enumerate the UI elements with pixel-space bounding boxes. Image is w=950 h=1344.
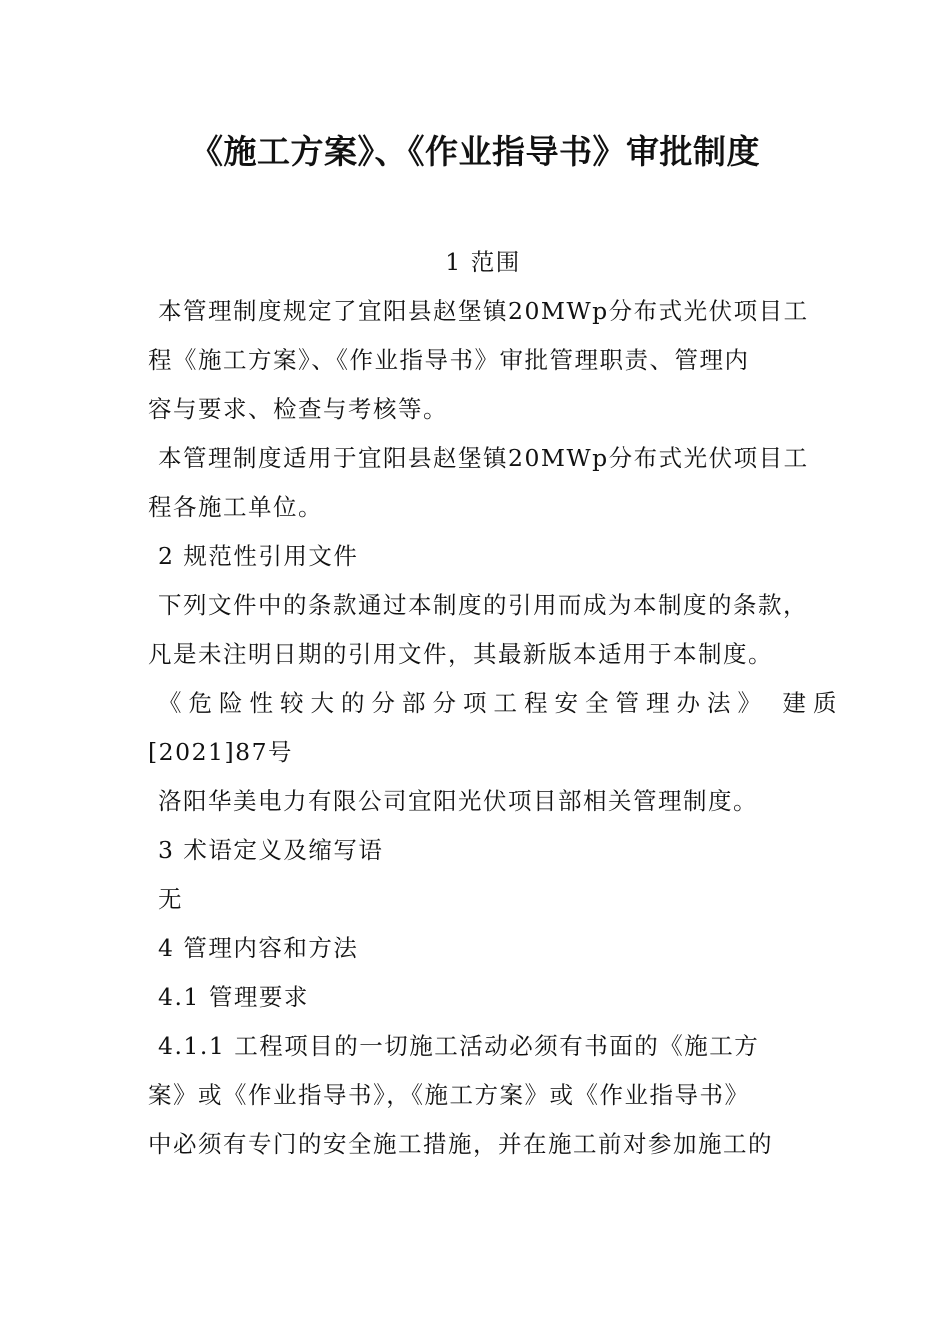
section-heading-scope: 1 范围 xyxy=(445,248,521,276)
paragraph-line: 无 xyxy=(158,885,183,913)
paragraph-line: 程各施工单位。 xyxy=(148,493,323,521)
paragraph-line: 下列文件中的条款通过本制度的引用而成为本制度的条款， xyxy=(158,591,808,619)
reference-item-cont: [2021]87号 xyxy=(148,738,294,766)
document-title: 《施工方案》、《作业指导书》审批制度 xyxy=(190,132,760,171)
paragraph-line: 4.1.1 工程项目的一切施工活动必须有书面的《施工方 xyxy=(158,1032,760,1060)
section-heading-references: 2 规范性引用文件 xyxy=(158,542,359,570)
reference-item: 《危险性较大的分部分项工程安全管理办法》 建质 xyxy=(158,689,838,717)
section-heading-terms: 3 术语定义及缩写语 xyxy=(158,836,384,864)
paragraph-line: 容与要求、检查与考核等。 xyxy=(148,395,448,423)
section-heading-management: 4 管理内容和方法 xyxy=(158,934,359,962)
paragraph-line: 中必须有专门的安全施工措施，并在施工前对参加施工的 xyxy=(148,1130,773,1158)
paragraph-line: 凡是未注明日期的引用文件，其最新版本适用于本制度。 xyxy=(148,640,773,668)
paragraph-line: 程《施工方案》、《作业指导书》审批管理职责、管理内 xyxy=(148,346,750,374)
paragraph-line: 案》或《作业指导书》，《施工方案》或《作业指导书》 xyxy=(148,1081,750,1109)
document-body xyxy=(148,238,838,1169)
subsection-heading: 4.1 管理要求 xyxy=(158,983,309,1011)
paragraph-line: 本管理制度适用于宜阳县赵堡镇20MWp分布式光伏项目工 xyxy=(158,444,809,472)
paragraph-line: 本管理制度规定了宜阳县赵堡镇20MWp分布式光伏项目工 xyxy=(158,297,809,325)
reference-item: 洛阳华美电力有限公司宜阳光伏项目部相关管理制度。 xyxy=(158,787,758,815)
